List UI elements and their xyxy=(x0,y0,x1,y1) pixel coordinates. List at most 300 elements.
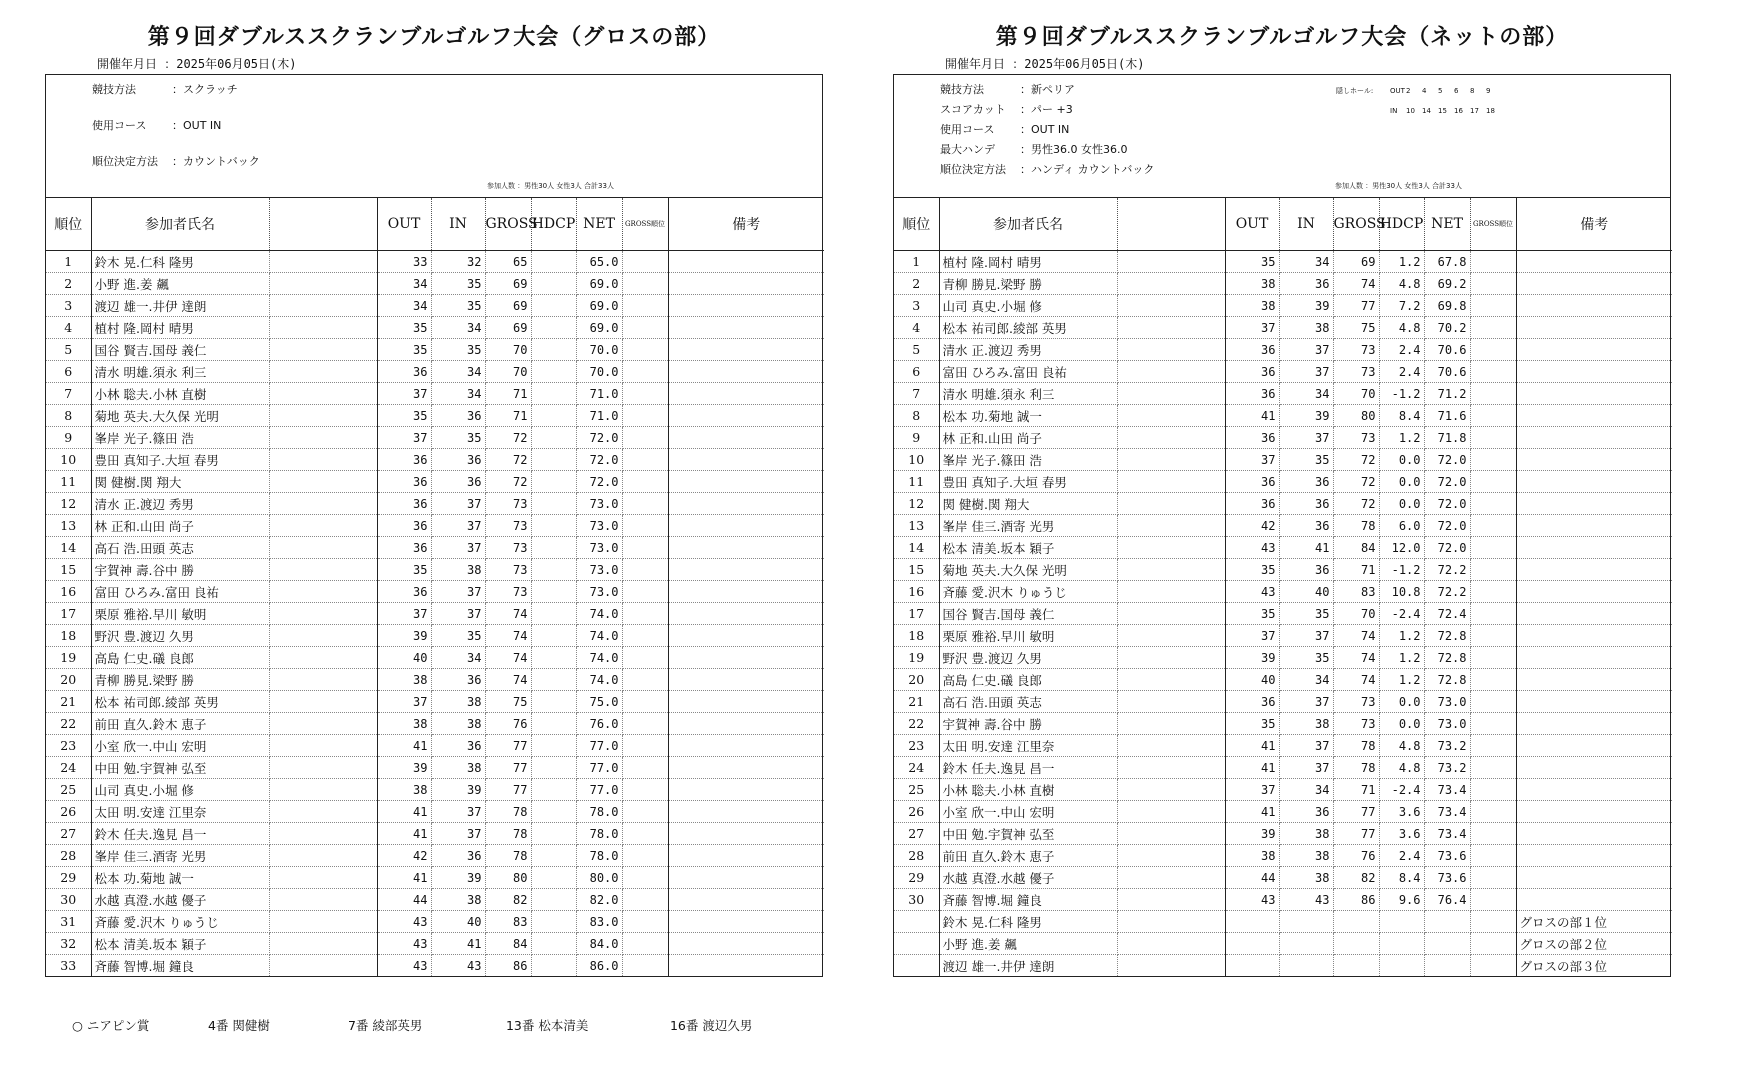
blank-cell xyxy=(1117,493,1225,515)
net-cell: 73.4 xyxy=(1424,779,1470,801)
in-cell: 37 xyxy=(1279,735,1333,757)
net-cell: 74.0 xyxy=(576,625,622,647)
net-cell: 71.0 xyxy=(576,405,622,427)
table-row xyxy=(46,889,824,911)
participant-name-cell: 水越 真澄.水越 優子 xyxy=(91,889,269,911)
in-cell: 40 xyxy=(431,911,485,933)
gross-rank-cell xyxy=(622,669,668,691)
in-cell: 35 xyxy=(431,295,485,317)
gross-cell: 83 xyxy=(485,911,531,933)
nearpin-label: ○ ニアピン賞 xyxy=(72,1018,150,1033)
gross-rank-cell xyxy=(622,427,668,449)
gross-rank-cell xyxy=(622,603,668,625)
table-row xyxy=(894,625,1672,647)
rank-cell: 8 xyxy=(894,405,939,427)
net-cell: 70.2 xyxy=(1424,317,1470,339)
notes-cell xyxy=(668,405,824,427)
table-row xyxy=(894,537,1672,559)
out-cell xyxy=(1225,955,1279,977)
table-row xyxy=(46,251,824,273)
rank-cell: 16 xyxy=(46,581,91,603)
hdcp-cell xyxy=(531,691,576,713)
participant-name-cell: 松本 功.菊地 誠一 xyxy=(91,867,269,889)
rank-cell: 25 xyxy=(894,779,939,801)
in-cell: 36 xyxy=(431,845,485,867)
out-cell: 35 xyxy=(377,339,431,361)
table-row xyxy=(46,581,824,603)
gross-cell: 73 xyxy=(485,537,531,559)
blank-cell xyxy=(1117,647,1225,669)
rank-cell: 9 xyxy=(46,427,91,449)
participant-name-cell: 高島 仁史.礒 良郎 xyxy=(939,669,1117,691)
gross-rank-cell xyxy=(622,779,668,801)
net-cell: 72.2 xyxy=(1424,581,1470,603)
gross-rank-cell xyxy=(622,845,668,867)
participant-name-cell: 松本 清美.坂本 穎子 xyxy=(91,933,269,955)
table-row xyxy=(894,339,1672,361)
hdcp-cell: 6.0 xyxy=(1379,515,1424,537)
out-cell: 41 xyxy=(1225,735,1279,757)
table-row xyxy=(46,955,824,977)
net-cell: 73.0 xyxy=(576,559,622,581)
gross-rank-cell xyxy=(622,339,668,361)
col-net: NET xyxy=(1424,198,1470,251)
hdcp-cell xyxy=(531,889,576,911)
out-cell: 39 xyxy=(377,625,431,647)
out-cell: 38 xyxy=(1225,845,1279,867)
rank-cell: 12 xyxy=(46,493,91,515)
gross-rank-cell xyxy=(1470,691,1516,713)
gross-frame xyxy=(45,74,823,977)
net-cell: 69.8 xyxy=(1424,295,1470,317)
blank-cell xyxy=(1117,427,1225,449)
gross-cell: 75 xyxy=(1333,317,1379,339)
participant-name-cell: 関 健樹.関 翔大 xyxy=(939,493,1117,515)
out-cell: 38 xyxy=(1225,295,1279,317)
rank-cell: 31 xyxy=(46,911,91,933)
gross-cell: 80 xyxy=(485,867,531,889)
participant-name-cell: 鈴木 任夫.逸見 昌一 xyxy=(939,757,1117,779)
rank-cell xyxy=(894,911,939,933)
out-cell: 42 xyxy=(1225,515,1279,537)
participant-name-cell: 宇賀神 壽.谷中 勝 xyxy=(91,559,269,581)
blank-cell xyxy=(269,647,377,669)
hdcp-cell: 4.8 xyxy=(1379,273,1424,295)
out-cell: 44 xyxy=(377,889,431,911)
blank-cell xyxy=(269,383,377,405)
blank-cell xyxy=(1117,317,1225,339)
hdcp-cell xyxy=(531,515,576,537)
info-course: 使用コース ：OUT IN xyxy=(940,123,1070,136)
col-notes: 備考 xyxy=(1516,198,1672,251)
blank-cell xyxy=(1117,955,1225,977)
participant-name-cell: 林 正和.山田 尚子 xyxy=(939,427,1117,449)
col-gross: GROSS xyxy=(1333,198,1379,251)
in-cell: 34 xyxy=(1279,779,1333,801)
in-cell: 37 xyxy=(431,537,485,559)
gross-cell: 78 xyxy=(485,823,531,845)
in-cell: 38 xyxy=(431,713,485,735)
net-cell: 73.6 xyxy=(1424,845,1470,867)
out-cell: 35 xyxy=(1225,559,1279,581)
blank-cell xyxy=(1117,581,1225,603)
col-gross: GROSS xyxy=(485,198,531,251)
notes-cell xyxy=(1516,801,1672,823)
participant-name-cell: 峯岸 光子.篠田 浩 xyxy=(91,427,269,449)
in-cell: 36 xyxy=(431,735,485,757)
table-row xyxy=(46,559,824,581)
table-row xyxy=(46,317,824,339)
gross-cell: 84 xyxy=(1333,537,1379,559)
gross-cell: 73 xyxy=(1333,691,1379,713)
gross-rank-cell xyxy=(622,493,668,515)
rank-cell: 6 xyxy=(894,361,939,383)
net-cell: 77.0 xyxy=(576,779,622,801)
notes-cell xyxy=(668,669,824,691)
table-row xyxy=(46,537,824,559)
hdcp-cell xyxy=(531,845,576,867)
notes-cell xyxy=(668,955,824,977)
rank-cell: 27 xyxy=(894,823,939,845)
notes-cell xyxy=(668,845,824,867)
out-cell: 36 xyxy=(377,537,431,559)
table-row xyxy=(46,449,824,471)
blank-cell xyxy=(269,251,377,273)
table-row xyxy=(894,889,1672,911)
hdcp-cell xyxy=(531,757,576,779)
gross-rank-cell xyxy=(622,889,668,911)
gross-rank-cell xyxy=(1470,779,1516,801)
table-row xyxy=(894,449,1672,471)
hdcp-cell: 1.2 xyxy=(1379,625,1424,647)
gross-cell xyxy=(1333,955,1379,977)
hdcp-cell xyxy=(531,625,576,647)
net-cell xyxy=(1424,933,1470,955)
out-cell xyxy=(1225,911,1279,933)
net-header-row xyxy=(894,198,1672,251)
table-row xyxy=(894,669,1672,691)
out-cell: 43 xyxy=(377,933,431,955)
hdcp-cell: 0.0 xyxy=(1379,691,1424,713)
gross-rank-cell xyxy=(622,515,668,537)
notes-cell xyxy=(1516,647,1672,669)
net-cell xyxy=(1424,955,1470,977)
participant-name-cell: 青柳 勝見.梁野 勝 xyxy=(939,273,1117,295)
out-cell: 43 xyxy=(1225,889,1279,911)
blank-cell xyxy=(1117,537,1225,559)
rank-cell: 13 xyxy=(894,515,939,537)
out-cell: 35 xyxy=(1225,251,1279,273)
rank-cell: 4 xyxy=(46,317,91,339)
table-row xyxy=(46,493,824,515)
hidden-holes xyxy=(1336,81,1502,121)
hdcp-cell: 9.6 xyxy=(1379,889,1424,911)
net-cell: 74.0 xyxy=(576,669,622,691)
notes-cell xyxy=(1516,559,1672,581)
in-cell: 41 xyxy=(431,933,485,955)
blank-cell xyxy=(1117,691,1225,713)
out-cell: 38 xyxy=(1225,273,1279,295)
table-row xyxy=(46,625,824,647)
hdcp-cell xyxy=(531,867,576,889)
in-cell: 36 xyxy=(431,669,485,691)
net-cell: 78.0 xyxy=(576,801,622,823)
blank-cell xyxy=(269,823,377,845)
blank-cell xyxy=(269,713,377,735)
table-row xyxy=(894,405,1672,427)
table-row xyxy=(894,845,1672,867)
hdcp-cell xyxy=(531,295,576,317)
gross-cell: 74 xyxy=(485,603,531,625)
out-cell: 38 xyxy=(377,779,431,801)
in-cell: 38 xyxy=(431,691,485,713)
gross-rank-cell xyxy=(1470,801,1516,823)
gross-cell: 69 xyxy=(485,273,531,295)
rank-cell: 23 xyxy=(46,735,91,757)
in-cell: 38 xyxy=(1279,317,1333,339)
gross-cell: 74 xyxy=(485,669,531,691)
rank-cell: 14 xyxy=(46,537,91,559)
gross-cell: 73 xyxy=(1333,427,1379,449)
out-cell: 35 xyxy=(1225,713,1279,735)
blank-cell xyxy=(1117,933,1225,955)
rank-cell: 20 xyxy=(46,669,91,691)
rank-cell: 18 xyxy=(46,625,91,647)
net-date: 開催年月日 ：2025年06月05日(木) xyxy=(945,57,1145,71)
participant-name-cell: 菊地 英夫.大久保 光明 xyxy=(939,559,1117,581)
notes-cell xyxy=(668,691,824,713)
rank-cell: 12 xyxy=(894,493,939,515)
out-cell: 40 xyxy=(377,647,431,669)
blank-cell xyxy=(269,515,377,537)
table-row xyxy=(894,427,1672,449)
info-score-cut: スコアカット ：パー +3 xyxy=(940,103,1073,116)
net-cell: 76.0 xyxy=(576,713,622,735)
rank-cell: 23 xyxy=(894,735,939,757)
gross-rank-cell xyxy=(1470,295,1516,317)
col-out: OUT xyxy=(1225,198,1279,251)
net-cell: 78.0 xyxy=(576,823,622,845)
participant-name-cell: 水越 真澄.水越 優子 xyxy=(939,867,1117,889)
hdcp-cell xyxy=(531,779,576,801)
gross-rank-cell xyxy=(622,933,668,955)
hdcp-cell: -1.2 xyxy=(1379,383,1424,405)
hdcp-cell: 1.2 xyxy=(1379,251,1424,273)
in-cell: 36 xyxy=(1279,493,1333,515)
table-row xyxy=(46,735,824,757)
rank-cell: 21 xyxy=(46,691,91,713)
col-name: 参加者氏名 xyxy=(91,198,269,251)
net-cell: 80.0 xyxy=(576,867,622,889)
rank-cell: 20 xyxy=(894,669,939,691)
rank-cell: 7 xyxy=(46,383,91,405)
participant-name-cell: 富田 ひろみ.富田 良祐 xyxy=(939,361,1117,383)
participant-name-cell: 太田 明.安達 江里奈 xyxy=(939,735,1117,757)
hdcp-cell xyxy=(531,251,576,273)
blank-cell xyxy=(269,603,377,625)
gross-rank-cell xyxy=(622,405,668,427)
participant-name-cell: 中田 勉.宇賀神 弘至 xyxy=(939,823,1117,845)
info-ranking: 順位決定方法 ：カウントバック xyxy=(92,155,260,168)
rank-cell: 26 xyxy=(46,801,91,823)
gross-cell: 84 xyxy=(485,933,531,955)
rank-cell: 14 xyxy=(894,537,939,559)
out-cell: 36 xyxy=(377,471,431,493)
table-row xyxy=(46,273,824,295)
in-cell: 37 xyxy=(431,493,485,515)
out-cell: 36 xyxy=(1225,471,1279,493)
table-row xyxy=(894,559,1672,581)
participant-name-cell: 野沢 豊.渡辺 久男 xyxy=(939,647,1117,669)
blank-cell xyxy=(269,471,377,493)
net-cell: 77.0 xyxy=(576,757,622,779)
rank-cell: 17 xyxy=(894,603,939,625)
participant-name-cell: 前田 直久.鈴木 恵子 xyxy=(91,713,269,735)
notes-cell xyxy=(668,911,824,933)
gross-cell: 78 xyxy=(485,801,531,823)
table-row xyxy=(46,823,824,845)
gross-cell: 83 xyxy=(1333,581,1379,603)
blank-cell xyxy=(1117,405,1225,427)
rank-cell: 8 xyxy=(46,405,91,427)
net-cell: 84.0 xyxy=(576,933,622,955)
gross-cell: 76 xyxy=(485,713,531,735)
out-cell: 37 xyxy=(1225,449,1279,471)
out-cell: 36 xyxy=(1225,427,1279,449)
hdcp-cell xyxy=(531,537,576,559)
col-net: NET xyxy=(576,198,622,251)
participant-name-cell: 富田 ひろみ.富田 良祐 xyxy=(91,581,269,603)
participant-name-cell: 高島 仁史.礒 良郎 xyxy=(91,647,269,669)
gross-rank-cell xyxy=(1470,955,1516,977)
hdcp-cell: 2.4 xyxy=(1379,339,1424,361)
notes-cell xyxy=(668,537,824,559)
net-cell: 73.6 xyxy=(1424,867,1470,889)
out-cell: 39 xyxy=(1225,647,1279,669)
net-cell: 71.8 xyxy=(1424,427,1470,449)
net-info xyxy=(894,75,1670,198)
gross-cell: 77 xyxy=(485,735,531,757)
gross-rank-cell xyxy=(622,251,668,273)
table-row xyxy=(46,669,824,691)
out-cell: 35 xyxy=(1225,603,1279,625)
net-cell: 71.0 xyxy=(576,383,622,405)
participant-name-cell: 渡辺 雄一.井伊 達朗 xyxy=(91,295,269,317)
rank-cell: 19 xyxy=(46,647,91,669)
net-cell: 69.2 xyxy=(1424,273,1470,295)
in-cell: 34 xyxy=(1279,251,1333,273)
table-row xyxy=(894,251,1672,273)
out-cell: 36 xyxy=(377,581,431,603)
in-cell xyxy=(1279,933,1333,955)
blank-cell xyxy=(1117,471,1225,493)
blank-cell xyxy=(1117,911,1225,933)
gross-rank-cell xyxy=(1470,889,1516,911)
table-row xyxy=(894,493,1672,515)
hdcp-cell xyxy=(531,339,576,361)
table-row xyxy=(894,867,1672,889)
table-row xyxy=(894,471,1672,493)
participant-name-cell: 斉藤 智博.堀 鐘良 xyxy=(939,889,1117,911)
nearpin-item: 16番 渡辺久男 xyxy=(669,1018,753,1033)
gross-rank-cell xyxy=(1470,669,1516,691)
out-cell: 43 xyxy=(377,911,431,933)
gross-cell: 86 xyxy=(1333,889,1379,911)
out-cell: 37 xyxy=(1225,317,1279,339)
col-rank: 順位 xyxy=(46,198,91,251)
notes-cell xyxy=(1516,735,1672,757)
participant-name-cell: 松本 功.菊地 誠一 xyxy=(939,405,1117,427)
table-row xyxy=(46,691,824,713)
net-cell: 67.8 xyxy=(1424,251,1470,273)
out-cell: 37 xyxy=(377,427,431,449)
info-max-handicap: 最大ハンデ ：男性36.0 女性36.0 xyxy=(940,143,1128,156)
rank-cell: 29 xyxy=(894,867,939,889)
out-cell: 35 xyxy=(377,559,431,581)
participant-name-cell: 鈴木 晃.仁科 隆男 xyxy=(91,251,269,273)
table-row xyxy=(46,911,824,933)
in-cell: 38 xyxy=(1279,845,1333,867)
rank-cell: 11 xyxy=(46,471,91,493)
hdcp-cell xyxy=(531,449,576,471)
hdcp-cell: 12.0 xyxy=(1379,537,1424,559)
blank-cell xyxy=(269,449,377,471)
gross-cell: 74 xyxy=(1333,625,1379,647)
gross-cell: 65 xyxy=(485,251,531,273)
net-cell: 74.0 xyxy=(576,603,622,625)
blank-cell xyxy=(1117,361,1225,383)
gross-cell: 69 xyxy=(485,295,531,317)
gross-cell: 70 xyxy=(1333,383,1379,405)
out-cell: 36 xyxy=(1225,339,1279,361)
table-row xyxy=(46,295,824,317)
gross-table xyxy=(46,198,824,976)
notes-cell xyxy=(668,273,824,295)
blank-cell xyxy=(1117,625,1225,647)
participant-name-cell: 山司 真史.小堀 修 xyxy=(91,779,269,801)
table-row xyxy=(894,801,1672,823)
notes-cell xyxy=(1516,603,1672,625)
blank-cell xyxy=(1117,273,1225,295)
gross-cell: 73 xyxy=(485,581,531,603)
notes-cell xyxy=(1516,493,1672,515)
col-in: IN xyxy=(1279,198,1333,251)
gross-rank-cell xyxy=(622,801,668,823)
notes-cell xyxy=(668,383,824,405)
gross-rank-cell xyxy=(1470,251,1516,273)
rank-cell: 28 xyxy=(894,845,939,867)
col-in: IN xyxy=(431,198,485,251)
gross-rank-cell xyxy=(1470,383,1516,405)
table-row xyxy=(46,867,824,889)
hdcp-cell xyxy=(1379,933,1424,955)
notes-cell xyxy=(668,625,824,647)
gross-cell: 73 xyxy=(1333,713,1379,735)
blank-cell xyxy=(1117,603,1225,625)
gross-rank-cell xyxy=(622,955,668,977)
notes-cell xyxy=(668,471,824,493)
table-row xyxy=(894,383,1672,405)
gross-rank-cell xyxy=(1470,427,1516,449)
rank-cell: 18 xyxy=(894,625,939,647)
in-cell: 35 xyxy=(431,339,485,361)
net-cell: 72.0 xyxy=(1424,449,1470,471)
nearpin-item: 7番 綾部英男 xyxy=(347,1018,423,1033)
in-cell: 37 xyxy=(431,823,485,845)
col-rank: 順位 xyxy=(894,198,939,251)
net-cell: 77.0 xyxy=(576,735,622,757)
out-cell: 41 xyxy=(377,735,431,757)
